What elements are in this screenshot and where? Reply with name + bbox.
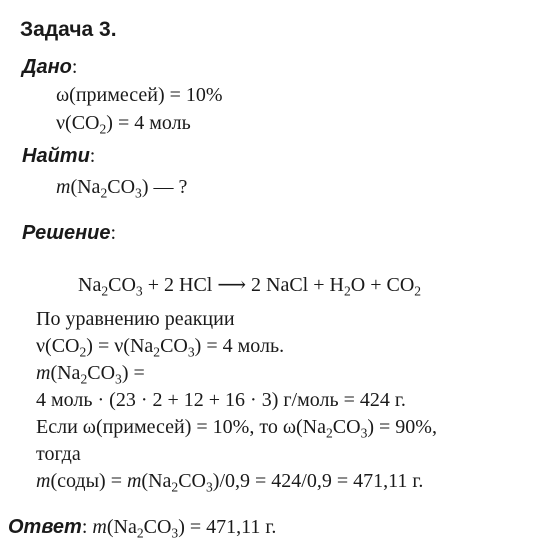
given-colon: :: [71, 56, 78, 78]
reaction-equation: $Na_2CO_3 + 2$ HCl ⟶ 2 NaCl + $H_2O + CO_2$: [78, 274, 422, 299]
solution-line-2: $\nu(CO_2) = \nu(Na_2CO_3) = 4$ моль.: [36, 335, 285, 360]
find-colon: :: [89, 145, 96, 167]
given-impurity-fraction: ω(примесей) = 10%: [56, 84, 223, 106]
solution-line-6: тогда: [36, 443, 81, 465]
find-heading: [22, 145, 95, 168]
solution-line-7: m(соды) = $m(Na_2CO_3)/0,9 = 424/0,9 = 471,11$ г.: [36, 470, 424, 495]
solution-label: Решение: [22, 222, 111, 244]
solution-heading: [22, 222, 116, 245]
given-label: Дано: [22, 56, 72, 78]
find-label: Найти: [22, 145, 90, 167]
answer-line: Ответ: $m(Na_2CO_3) = 471,11$ г.: [8, 516, 277, 541]
problem-title: Задача 3.: [20, 18, 117, 41]
solution-line-3: $m(Na_2CO_3)$ =: [36, 362, 145, 387]
given-heading: [22, 56, 77, 79]
given-co2-amount: $\nu(CO_2) = 4$ моль: [56, 112, 191, 137]
answer-colon: :: [81, 516, 88, 538]
solution-line-4: 4 моль · (23 · 2 + 12 + 16 · 3) г/моль = 424 г.: [36, 389, 406, 411]
solution-colon: :: [110, 222, 117, 244]
solution-line-1: По уравнению реакции: [36, 308, 235, 330]
answer-label: Ответ: [8, 516, 82, 538]
find-target-mass: $m(Na_2CO_3)$ — ?: [56, 176, 188, 201]
solution-line-5: Если ω(примесей) = 10%, то $\omega(Na_2CO_3) = 90\%$,: [36, 416, 437, 441]
